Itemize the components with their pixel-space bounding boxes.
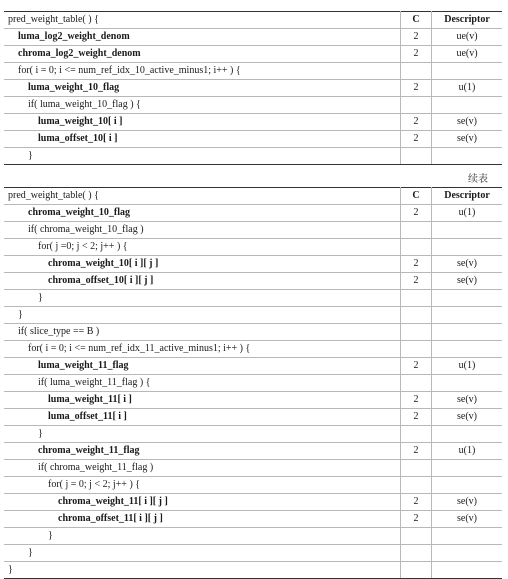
descriptor-cell bbox=[432, 239, 503, 256]
descriptor-cell: se(v) bbox=[432, 494, 503, 511]
syntax-table-part-1 bbox=[4, 11, 502, 165]
descriptor-cell: se(v) bbox=[432, 131, 503, 148]
descriptor-cell: ue(v) bbox=[432, 46, 503, 63]
descriptor-cell bbox=[432, 426, 503, 443]
c-cell: 2 bbox=[401, 256, 432, 273]
descriptor-cell bbox=[432, 545, 503, 562]
table-row bbox=[4, 29, 502, 46]
table-row bbox=[4, 477, 502, 494]
table-row bbox=[4, 97, 502, 114]
c-cell bbox=[401, 375, 432, 392]
table-row bbox=[4, 324, 502, 341]
table-row bbox=[4, 460, 502, 477]
descriptor-cell bbox=[432, 307, 503, 324]
descriptor-cell: se(v) bbox=[432, 256, 503, 273]
table-row bbox=[4, 426, 502, 443]
c-cell bbox=[401, 307, 432, 324]
descriptor-cell bbox=[432, 341, 503, 358]
syntax-cell: } bbox=[4, 426, 401, 443]
table-row bbox=[4, 63, 502, 80]
c-cell bbox=[401, 63, 432, 80]
c-cell: 2 bbox=[401, 205, 432, 222]
descriptor-cell: se(v) bbox=[432, 273, 503, 290]
c-cell bbox=[401, 290, 432, 307]
c-cell bbox=[401, 239, 432, 256]
table-row bbox=[4, 114, 502, 131]
syntax-cell: } bbox=[4, 307, 401, 324]
syntax-cell: luma_offset_10[ i ] bbox=[4, 131, 401, 148]
table-row bbox=[4, 409, 502, 426]
table-row bbox=[4, 511, 502, 528]
table-row bbox=[4, 562, 502, 579]
descriptor-cell bbox=[432, 290, 503, 307]
table-row bbox=[4, 528, 502, 545]
continued-label: 续表 bbox=[468, 174, 488, 185]
descriptor-cell: se(v) bbox=[432, 511, 503, 528]
syntax-cell: } bbox=[4, 562, 401, 579]
table-row bbox=[4, 545, 502, 562]
syntax-cell: for( j = 0; j < 2; j++ ) { bbox=[4, 477, 401, 494]
c-cell bbox=[401, 562, 432, 579]
table-row bbox=[4, 148, 502, 165]
descriptor-cell: ue(v) bbox=[432, 29, 503, 46]
c-cell: 2 bbox=[401, 114, 432, 131]
table-row bbox=[4, 205, 502, 222]
table-row bbox=[4, 239, 502, 256]
c-column-header: C bbox=[401, 12, 432, 29]
descriptor-cell bbox=[432, 375, 503, 392]
c-cell bbox=[401, 341, 432, 358]
table-row bbox=[4, 256, 502, 273]
syntax-cell: chroma_offset_11[ i ][ j ] bbox=[4, 511, 401, 528]
syntax-cell: luma_offset_11[ i ] bbox=[4, 409, 401, 426]
c-cell bbox=[401, 426, 432, 443]
syntax-cell: luma_weight_10[ i ] bbox=[4, 114, 401, 131]
descriptor-cell bbox=[432, 460, 503, 477]
table-row bbox=[4, 307, 502, 324]
table-row bbox=[4, 392, 502, 409]
c-cell bbox=[401, 97, 432, 114]
syntax-table-part-2 bbox=[4, 187, 502, 579]
descriptor-cell: u(1) bbox=[432, 205, 503, 222]
descriptor-cell bbox=[432, 148, 503, 165]
syntax-cell: chroma_weight_10_flag bbox=[4, 205, 401, 222]
table-row bbox=[4, 494, 502, 511]
descriptor-cell bbox=[432, 477, 503, 494]
c-column-header: C bbox=[401, 188, 432, 205]
syntax-cell: if( chroma_weight_11_flag ) bbox=[4, 460, 401, 477]
c-cell: 2 bbox=[401, 46, 432, 63]
syntax-cell: for( i = 0; i <= num_ref_idx_10_active_minus1; i++ ) { bbox=[4, 63, 401, 80]
c-cell: 2 bbox=[401, 511, 432, 528]
descriptor-cell bbox=[432, 222, 503, 239]
c-cell: 2 bbox=[401, 358, 432, 375]
syntax-cell: for( j =0; j < 2; j++ ) { bbox=[4, 239, 401, 256]
descriptor-cell: u(1) bbox=[432, 443, 503, 460]
descriptor-cell bbox=[432, 528, 503, 545]
c-cell: 2 bbox=[401, 409, 432, 426]
table-row bbox=[4, 222, 502, 239]
syntax-cell: luma_weight_10_flag bbox=[4, 80, 401, 97]
c-cell: 2 bbox=[401, 494, 432, 511]
syntax-cell: chroma_log2_weight_denom bbox=[4, 46, 401, 63]
table-row bbox=[4, 341, 502, 358]
c-cell bbox=[401, 545, 432, 562]
syntax-cell: chroma_offset_10[ i ][ j ] bbox=[4, 273, 401, 290]
table-header-row bbox=[4, 188, 502, 205]
c-cell: 2 bbox=[401, 29, 432, 46]
c-cell bbox=[401, 460, 432, 477]
c-cell: 2 bbox=[401, 392, 432, 409]
c-cell bbox=[401, 222, 432, 239]
syntax-header: pred_weight_table( ) { bbox=[4, 12, 401, 29]
table-header-row bbox=[4, 12, 502, 29]
table-row bbox=[4, 80, 502, 97]
descriptor-cell: se(v) bbox=[432, 392, 503, 409]
descriptor-cell bbox=[432, 63, 503, 80]
table-row bbox=[4, 273, 502, 290]
c-cell: 2 bbox=[401, 273, 432, 290]
descriptor-column-header: Descriptor bbox=[432, 188, 503, 205]
c-cell bbox=[401, 477, 432, 494]
syntax-cell: } bbox=[4, 290, 401, 307]
syntax-cell: if( chroma_weight_10_flag ) bbox=[4, 222, 401, 239]
syntax-cell: } bbox=[4, 528, 401, 545]
descriptor-cell: u(1) bbox=[432, 358, 503, 375]
table-row bbox=[4, 358, 502, 375]
descriptor-cell: se(v) bbox=[432, 409, 503, 426]
syntax-cell: if( luma_weight_10_flag ) { bbox=[4, 97, 401, 114]
descriptor-column-header: Descriptor bbox=[432, 12, 503, 29]
syntax-cell: if( slice_type == B ) bbox=[4, 324, 401, 341]
syntax-cell: chroma_weight_10[ i ][ j ] bbox=[4, 256, 401, 273]
descriptor-cell: se(v) bbox=[432, 114, 503, 131]
c-cell: 2 bbox=[401, 443, 432, 460]
descriptor-cell: u(1) bbox=[432, 80, 503, 97]
table-row bbox=[4, 375, 502, 392]
syntax-cell: } bbox=[4, 148, 401, 165]
table-row bbox=[4, 131, 502, 148]
syntax-header: pred_weight_table( ) { bbox=[4, 188, 401, 205]
syntax-cell: luma_log2_weight_denom bbox=[4, 29, 401, 46]
table-row bbox=[4, 290, 502, 307]
syntax-cell: luma_weight_11_flag bbox=[4, 358, 401, 375]
c-cell bbox=[401, 528, 432, 545]
c-cell bbox=[401, 324, 432, 341]
descriptor-cell bbox=[432, 324, 503, 341]
table-row bbox=[4, 443, 502, 460]
c-cell: 2 bbox=[401, 131, 432, 148]
syntax-cell: for( i = 0; i <= num_ref_idx_11_active_minus1; i++ ) { bbox=[4, 341, 401, 358]
descriptor-cell bbox=[432, 562, 503, 579]
c-cell bbox=[401, 148, 432, 165]
c-cell: 2 bbox=[401, 80, 432, 97]
table-row bbox=[4, 46, 502, 63]
syntax-cell: chroma_weight_11[ i ][ j ] bbox=[4, 494, 401, 511]
descriptor-cell bbox=[432, 97, 503, 114]
syntax-cell: chroma_weight_11_flag bbox=[4, 443, 401, 460]
syntax-cell: if( luma_weight_11_flag ) { bbox=[4, 375, 401, 392]
syntax-cell: luma_weight_11[ i ] bbox=[4, 392, 401, 409]
syntax-cell: } bbox=[4, 545, 401, 562]
